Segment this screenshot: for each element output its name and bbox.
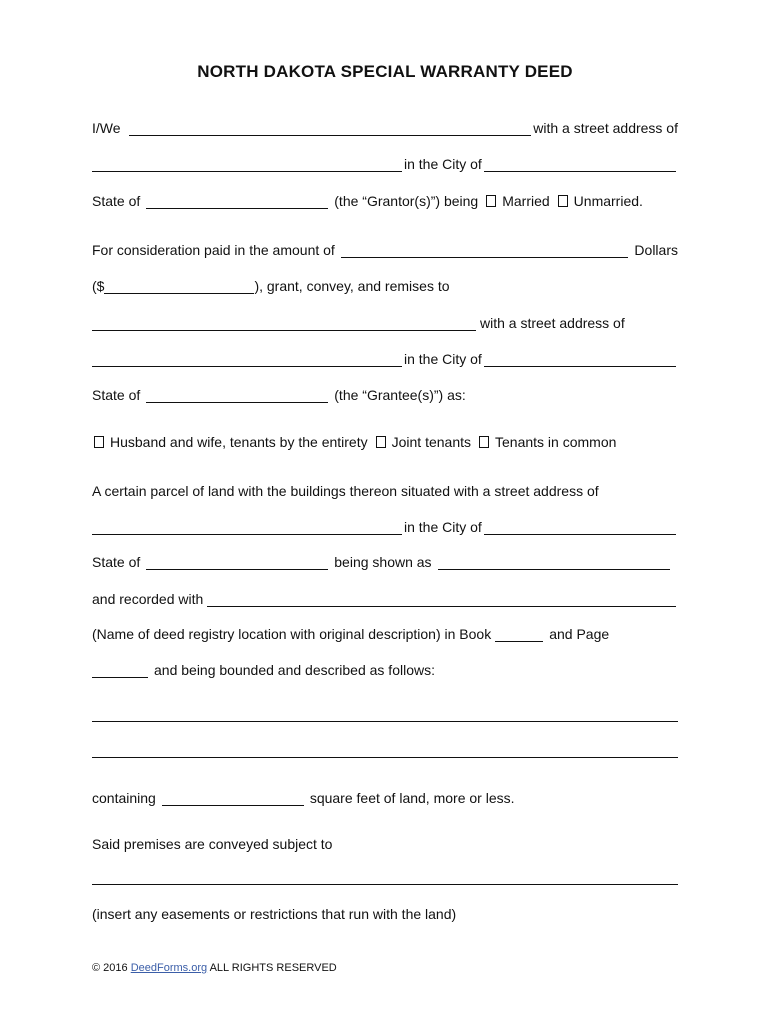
bounded-label: and being bounded and described as follows: bbox=[154, 662, 435, 678]
recorded-with-line bbox=[92, 589, 678, 609]
husband-wife-label: Husband and wife, tenants by the entirety bbox=[110, 434, 368, 450]
subject-to-label: Said premises are conveyed subject to bbox=[92, 836, 333, 852]
grantee-address-field[interactable] bbox=[92, 352, 402, 367]
grantee-state-line bbox=[92, 385, 678, 405]
parcel-state-line bbox=[92, 552, 672, 572]
rights-text: ALL RIGHTS RESERVED bbox=[209, 962, 337, 974]
easements-note: (insert any easements or restrictions that run with the land) bbox=[92, 906, 457, 922]
subject-to-line bbox=[92, 834, 678, 854]
shown-as-label: being shown as bbox=[334, 554, 432, 570]
joint-tenants-label: Joint tenants bbox=[391, 434, 471, 450]
grantee-name-line bbox=[92, 313, 678, 333]
description-line-1[interactable] bbox=[92, 721, 678, 722]
grantor-name-field[interactable] bbox=[129, 121, 532, 136]
consideration-line bbox=[92, 240, 678, 260]
square-feet-field[interactable] bbox=[162, 791, 304, 806]
containing-label: containing bbox=[92, 790, 156, 806]
grantee-street-address-label: with a street address of bbox=[480, 315, 625, 331]
grantee-address-line bbox=[92, 349, 678, 369]
square-feet-line bbox=[92, 788, 678, 808]
consideration-amount-field[interactable] bbox=[104, 279, 254, 294]
page-number-field[interactable] bbox=[92, 663, 148, 678]
grantee-state-field[interactable] bbox=[146, 388, 328, 403]
grantee-as-label: (the “Grantee(s)”) as: bbox=[334, 387, 466, 403]
joint-tenants-checkbox[interactable] bbox=[376, 436, 386, 448]
copyright-footer bbox=[92, 962, 337, 974]
consideration-label: For consideration paid in the amount of bbox=[92, 242, 335, 258]
unmarried-checkbox[interactable] bbox=[558, 195, 568, 207]
dollars-label: Dollars bbox=[634, 242, 678, 258]
square-feet-label: square feet of land, more or less. bbox=[309, 790, 515, 806]
parcel-address-field[interactable] bbox=[92, 520, 402, 535]
grantor-state-field[interactable] bbox=[146, 194, 328, 209]
description-line-2[interactable] bbox=[92, 757, 678, 758]
husband-wife-checkbox[interactable] bbox=[94, 436, 104, 448]
copyright-text: © 2016 bbox=[92, 962, 128, 974]
registry-book-label: (Name of deed registry location with original description) in Book bbox=[92, 626, 492, 642]
document-title: NORTH DAKOTA SPECIAL WARRANTY DEED bbox=[197, 62, 573, 81]
grantor-name-line bbox=[92, 118, 678, 138]
state-label: State of bbox=[92, 193, 141, 209]
page-label: and Page bbox=[549, 626, 610, 642]
tenants-in-common-label: Tenants in common bbox=[495, 434, 617, 450]
book-page-line bbox=[92, 624, 678, 644]
parcel-label: A certain parcel of land with the buildings thereon situated with a street address of bbox=[92, 483, 599, 499]
grantee-state-label: State of bbox=[92, 387, 141, 403]
city-label: in the City of bbox=[404, 156, 482, 172]
parcel-state-label: State of bbox=[92, 554, 141, 570]
registry-field[interactable] bbox=[207, 592, 676, 607]
married-checkbox[interactable] bbox=[486, 195, 496, 207]
grantor-city-field[interactable] bbox=[484, 157, 676, 172]
unmarried-label: Unmarried. bbox=[573, 193, 643, 209]
book-field[interactable] bbox=[495, 627, 543, 642]
consideration-amount-line bbox=[92, 276, 678, 296]
street-address-label: with a street address of bbox=[533, 120, 678, 136]
consideration-words-field[interactable] bbox=[341, 243, 629, 258]
deedforms-link[interactable]: DeedForms.org bbox=[130, 962, 208, 974]
easements-field[interactable] bbox=[92, 884, 678, 885]
parcel-city-field[interactable] bbox=[484, 520, 676, 535]
grantee-city-label: in the City of bbox=[404, 351, 482, 367]
tenants-in-common-checkbox[interactable] bbox=[479, 436, 489, 448]
grantee-city-field[interactable] bbox=[484, 352, 676, 367]
dollar-open-label: ($ bbox=[92, 278, 105, 294]
easements-note-line bbox=[92, 904, 678, 924]
shown-as-field[interactable] bbox=[438, 555, 670, 570]
grantee-name-field[interactable] bbox=[92, 316, 476, 331]
parcel-city-label: in the City of bbox=[404, 519, 482, 535]
bounded-line bbox=[92, 660, 678, 680]
grantor-address-field[interactable] bbox=[92, 157, 402, 172]
parcel-address-line bbox=[92, 517, 678, 537]
grantor-being-label: (the “Grantor(s)”) being bbox=[334, 193, 479, 209]
married-label: Married bbox=[502, 193, 550, 209]
grant-convey-label: ), grant, convey, and remises to bbox=[254, 278, 450, 294]
recorded-with-label: and recorded with bbox=[92, 591, 204, 607]
tenancy-options-line bbox=[92, 432, 678, 452]
grantor-state-line bbox=[92, 191, 678, 211]
parcel-state-field[interactable] bbox=[146, 555, 328, 570]
grantor-label: I/We bbox=[92, 120, 121, 136]
grantor-address-line bbox=[92, 154, 678, 174]
parcel-description-line bbox=[92, 481, 678, 501]
